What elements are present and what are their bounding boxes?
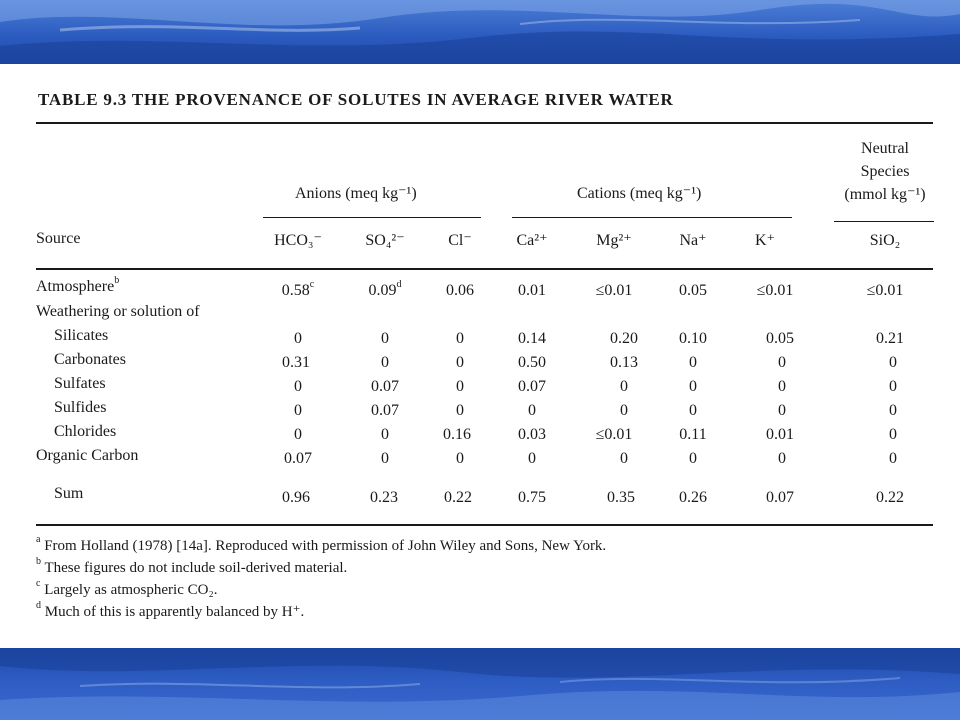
table-cell: 0.14 [518, 330, 546, 347]
footnote: $^a$ From Holland (1978) [14a]. Reproduced with permission of John Wiley and Sons, New York. [36, 534, 607, 554]
col-header-k: K⁺ [755, 232, 775, 249]
rule-top [36, 122, 933, 124]
table-cell: 0.03 [518, 426, 546, 443]
col-header-sio2: SiO₂ [869, 232, 901, 249]
table-cell: 0.07 [518, 378, 546, 395]
table-cell: ≤0.01 [756, 282, 794, 299]
background-water-top [0, 0, 960, 64]
table-cell: 0.20 [610, 330, 638, 347]
table-cell: 0 [778, 354, 786, 371]
table-cell: 0 [528, 450, 536, 467]
table-cell: 0.26 [679, 489, 707, 506]
table-row-source: Silicates [54, 327, 109, 344]
table-cell: 0 [381, 450, 389, 467]
neutral-underline [834, 221, 934, 222]
table-cell: 0 [294, 426, 302, 443]
neutral-header-line1: Neutral [861, 140, 909, 157]
table-cell: ≤0.01 [866, 282, 904, 299]
table-cell: 0 [294, 330, 302, 347]
cations-group-header: Cations (meq kg⁻¹) [577, 185, 702, 202]
table-cell: 0 [381, 426, 389, 443]
table-cell: 0.07 [766, 489, 794, 506]
table-row-source: Sulfides [54, 399, 107, 416]
table-cell: 0 [778, 450, 786, 467]
table-cell: ≤0.01 [595, 282, 633, 299]
table-cell: 0.05 [766, 330, 794, 347]
col-header-cl: Cl⁻ [448, 232, 472, 249]
table-row-source: Weathering or solution of [36, 303, 200, 320]
table-cell: 0 [778, 402, 786, 419]
table-cell: 0.11 [679, 426, 707, 443]
table-cell: 0.07 [371, 378, 399, 395]
col-header-so4: SO₄²⁻ [365, 232, 405, 249]
footnote: $^d$ Much of this is apparently balanced by H⁺. [36, 600, 305, 620]
table-cell: 0.22 [444, 489, 472, 506]
col-header-hco3: HCO₃⁻ [274, 232, 322, 249]
table-cell: 0.23 [370, 489, 398, 506]
table-title: TABLE 9.3 THE PROVENANCE OF SOLUTES IN AVERAGE RIVER WATER [38, 90, 674, 109]
table-cell: 0 [889, 378, 897, 395]
table-cell: 0.21 [876, 330, 904, 347]
table-cell: 0 [620, 402, 628, 419]
table-page [0, 64, 960, 648]
table-cell: 0 [456, 450, 464, 467]
table-cell: 0 [778, 378, 786, 395]
table-cell: 0 [456, 402, 464, 419]
footnote: $^b$ These figures do not include soil-derived material. [36, 556, 348, 576]
table-cell: 0 [620, 450, 628, 467]
table-cell: 0 [689, 378, 697, 395]
table-row-source: Atmosphere$^b$ [36, 274, 120, 295]
col-header-na: Na⁺ [679, 232, 707, 249]
table-row-source: Sum [54, 485, 84, 502]
anions-underline [263, 217, 481, 218]
neutral-header-line3: (mmol kg⁻¹) [844, 186, 926, 203]
table-cell: 0 [528, 402, 536, 419]
table-cell: ≤0.01 [595, 426, 633, 443]
table-row-source: Chlorides [54, 423, 117, 440]
table-cell: 0 [381, 354, 389, 371]
table-cell: 0.10 [679, 330, 707, 347]
table-row-source: Carbonates [54, 351, 126, 368]
neutral-header-line2: Species [860, 163, 910, 180]
table-cell: 0.22 [876, 489, 904, 506]
table-cell: 0 [620, 378, 628, 395]
table-cell: 0.05 [679, 282, 707, 299]
table-cell: 0 [889, 450, 897, 467]
table-cell: 0 [889, 402, 897, 419]
table-cell: 0.06 [446, 282, 474, 299]
rule-bottom [36, 524, 933, 526]
table-cell: 0 [889, 426, 897, 443]
col-header-mg: Mg²⁺ [596, 232, 632, 249]
table-cell: 0.09$^d$ [368, 278, 402, 299]
table-cell: 0.31 [282, 354, 310, 371]
col-header-ca: Ca²⁺ [516, 232, 548, 249]
table-cell: 0.16 [443, 426, 471, 443]
table-cell: 0.50 [518, 354, 546, 371]
background-water-bottom [0, 648, 960, 720]
table-row-source: Organic Carbon [36, 447, 139, 464]
table-cell: 0.01 [766, 426, 794, 443]
table-cell: 0.58$^c$ [281, 278, 315, 299]
table-cell: 0 [889, 354, 897, 371]
table-cell: 0.75 [518, 489, 546, 506]
table-cell: 0 [294, 402, 302, 419]
table-cell: 0.07 [284, 450, 312, 467]
rule-header [36, 268, 933, 270]
table-cell: 0 [689, 402, 697, 419]
col-header-source: Source [36, 230, 81, 247]
table-cell: 0 [689, 450, 697, 467]
table-row-source: Sulfates [54, 375, 106, 392]
table-cell: 0.96 [282, 489, 310, 506]
table-cell: 0.07 [371, 402, 399, 419]
table-cell: 0.35 [607, 489, 635, 506]
table-cell: 0 [456, 330, 464, 347]
table-cell: 0 [381, 330, 389, 347]
table-cell: 0 [689, 354, 697, 371]
table-cell: 0 [294, 378, 302, 395]
table-cell: 0.13 [610, 354, 638, 371]
table-cell: 0 [456, 354, 464, 371]
table-cell: 0.01 [518, 282, 546, 299]
table-cell: 0 [456, 378, 464, 395]
footnote: $^c$ Largely as atmospheric CO₂. [36, 578, 218, 598]
anions-group-header: Anions (meq kg⁻¹) [295, 185, 417, 202]
cations-underline [512, 217, 792, 218]
